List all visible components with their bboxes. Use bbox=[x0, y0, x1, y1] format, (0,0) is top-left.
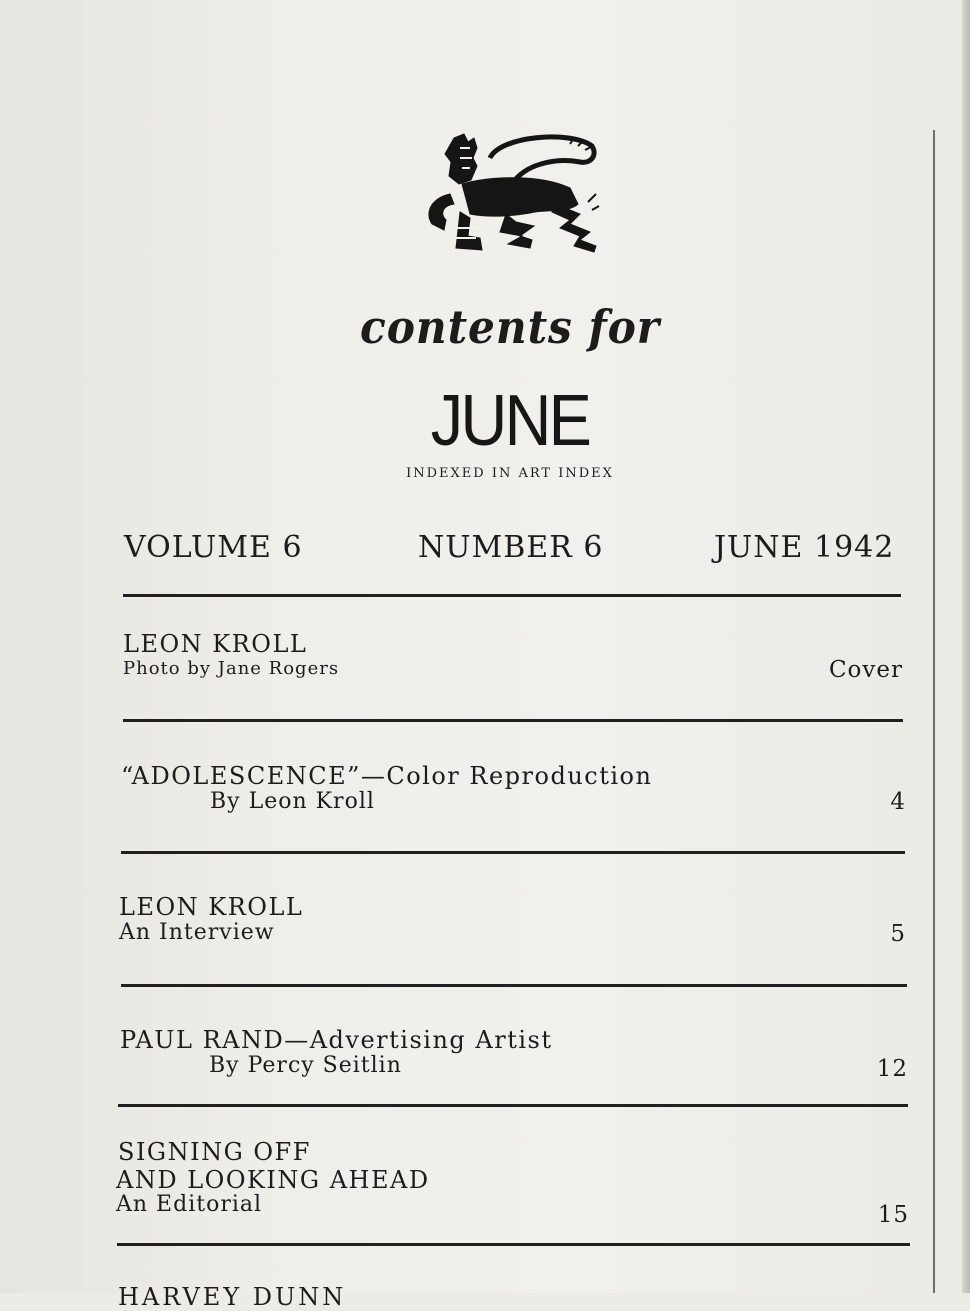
entry-title: SIGNING OFF bbox=[118, 1138, 311, 1166]
entry-subtitle: By Percy Seitlin bbox=[209, 1053, 402, 1078]
volume-label: VOLUME 6 bbox=[124, 530, 303, 565]
divider-rule bbox=[118, 1104, 908, 1107]
cutoff-entry-title: HARVEY DUNN bbox=[118, 1283, 347, 1311]
entry-title: AND LOOKING AHEAD bbox=[116, 1166, 430, 1194]
entry-title: PAUL RAND—Advertising Artist bbox=[120, 1026, 553, 1054]
divider-rule bbox=[121, 851, 905, 854]
lion-emblem-icon bbox=[420, 128, 600, 263]
index-note: INDEXED IN ART INDEX bbox=[406, 466, 614, 481]
entry-page: 4 bbox=[890, 789, 906, 815]
page-edge-line bbox=[933, 130, 935, 1293]
entry-page: 12 bbox=[876, 1056, 908, 1082]
divider-rule bbox=[117, 1243, 910, 1246]
entry-subtitle: An Editorial bbox=[116, 1192, 263, 1217]
contents-heading: contents for bbox=[360, 300, 660, 354]
issue-date: JUNE 1942 bbox=[714, 530, 895, 565]
number-label: NUMBER 6 bbox=[418, 530, 604, 565]
entry-title: LEON KROLL bbox=[119, 893, 304, 921]
divider-rule bbox=[121, 984, 907, 987]
entry-subtitle: Photo by Jane Rogers bbox=[123, 658, 340, 679]
page-edge-shadow bbox=[962, 0, 970, 1293]
divider-rule bbox=[123, 719, 903, 722]
entry-page: Cover bbox=[828, 657, 903, 683]
entry-subtitle: An Interview bbox=[119, 920, 275, 945]
entry-page: 5 bbox=[890, 921, 906, 947]
month-heading: JUNE bbox=[430, 381, 590, 461]
entry-title: LEON KROLL bbox=[123, 630, 308, 658]
entry-page: 15 bbox=[877, 1202, 909, 1228]
divider-rule bbox=[123, 594, 901, 597]
entry-subtitle: By Leon Kroll bbox=[210, 789, 375, 814]
entry-title: “ADOLESCENCE”—Color Reproduction bbox=[121, 762, 653, 790]
